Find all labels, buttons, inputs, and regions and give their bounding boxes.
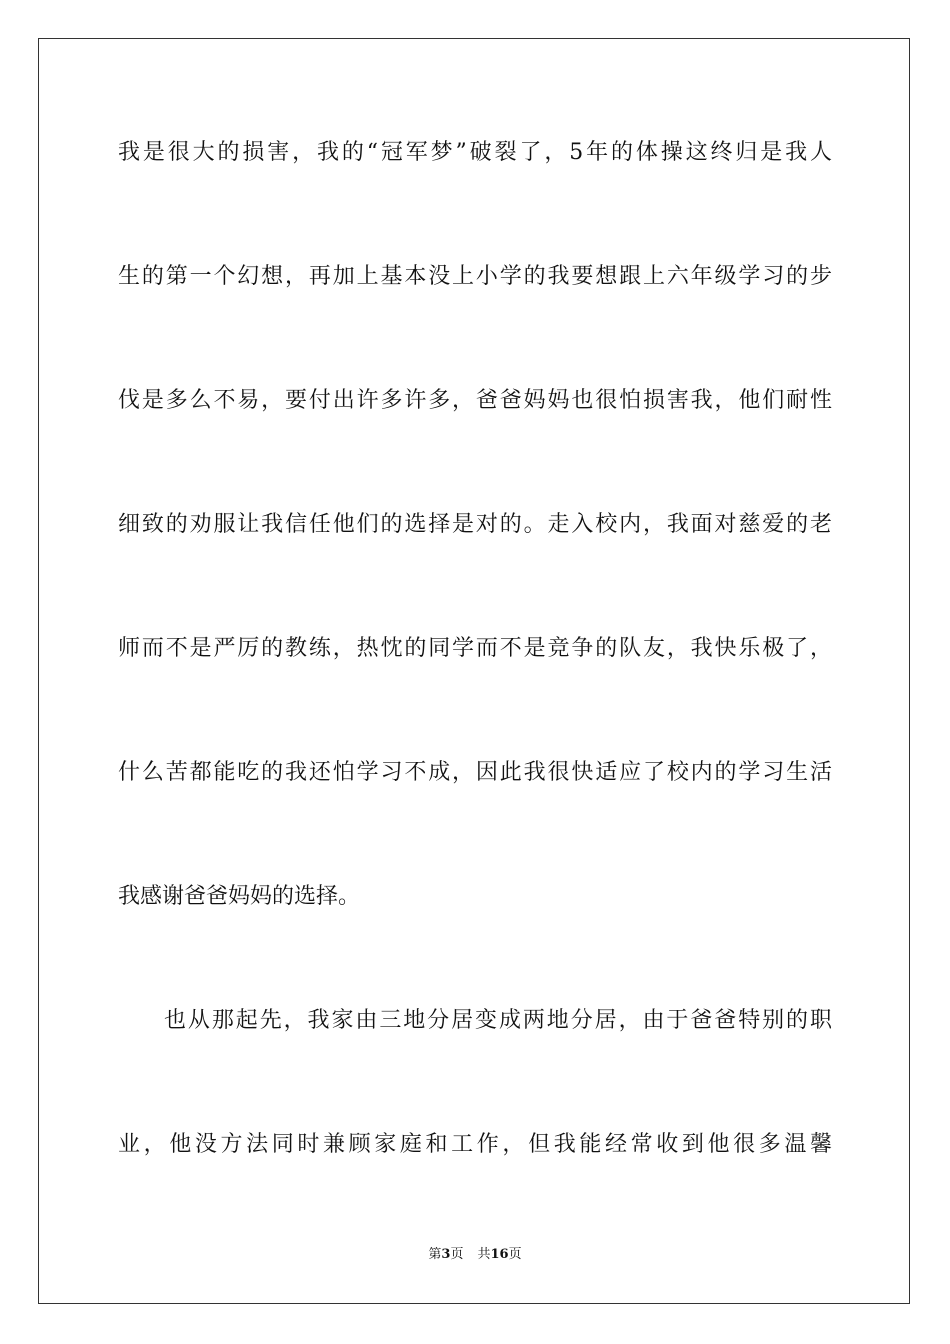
- body-text-line-3: 伐是多么不易，要付出许多许多，爸爸妈妈也很怕损害我，他们耐性: [118, 388, 832, 413]
- footer-total-pages: 16: [490, 1247, 509, 1262]
- body-text-line-5: 师而不是严厉的教练，热忱的同学而不是竞争的队友，我快乐极了，: [118, 636, 832, 661]
- body-text-line-2: 生的第一个幻想，再加上基本没上小学的我要想跟上六年级学习的步: [118, 264, 832, 289]
- footer-page-suffix: 页: [450, 1247, 464, 1262]
- page-border: [38, 38, 910, 1304]
- body-text-line-6: 什么苦都能吃的我还怕学习不成，因此我很快适应了校内的学习生活: [118, 760, 832, 785]
- body-text-line-7: 我感谢爸爸妈妈的选择。: [118, 884, 361, 909]
- page-footer: [0, 1246, 950, 1264]
- footer-page-number: 3: [441, 1247, 451, 1262]
- body-text-line-8: 也从那起先，我家由三地分居变成两地分居，由于爸爸特别的职: [164, 1008, 832, 1033]
- footer-total-prefix: 共: [477, 1247, 491, 1262]
- footer-total-suffix: 页: [508, 1247, 522, 1262]
- body-text-line-9: 业，他没方法同时兼顾家庭和工作，但我能经常收到他很多温馨: [118, 1132, 832, 1157]
- body-text-line-1: 我是很大的损害，我的“冠军梦”破裂了，5年的体操这终归是我人: [118, 140, 832, 165]
- footer-page-prefix: 第: [428, 1247, 442, 1262]
- body-text-line-4: 细致的劝服让我信任他们的选择是对的。走入校内，我面对慈爱的老: [118, 512, 832, 537]
